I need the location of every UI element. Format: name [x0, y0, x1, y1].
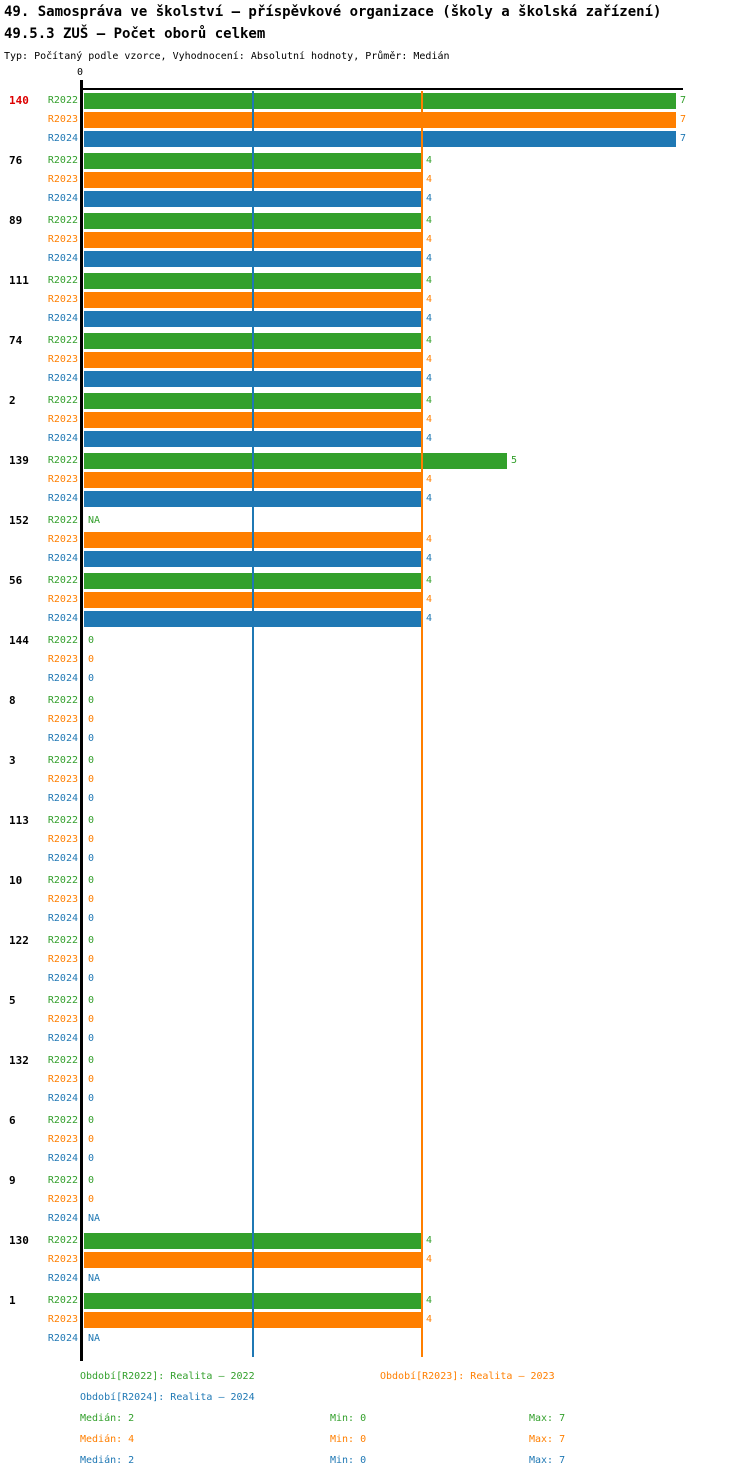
series-label-r2024: R2024	[47, 793, 78, 804]
value-label-r2023-group-56: 4	[426, 594, 433, 605]
series-label-r2023: R2023	[47, 474, 78, 485]
value-label-r2022-group-10: 0	[88, 875, 95, 886]
value-label-r2022-group-6: 0	[88, 1115, 95, 1126]
series-label-r2023: R2023	[47, 1254, 78, 1265]
series-label-r2022: R2022	[47, 335, 78, 346]
value-label-r2023-group-144: 0	[88, 654, 95, 665]
value-label-r2024-group-74: 4	[426, 373, 433, 384]
series-label-r2022: R2022	[47, 1235, 78, 1246]
bar-r2022-group-139	[84, 453, 507, 469]
value-label-r2023-group-5: 0	[88, 1014, 95, 1025]
series-label-r2022: R2022	[47, 935, 78, 946]
series-label-r2022: R2022	[47, 395, 78, 406]
value-label-r2024-group-152: 4	[426, 553, 433, 564]
series-label-r2022: R2022	[47, 215, 78, 226]
series-label-r2023: R2023	[47, 774, 78, 785]
series-label-r2023: R2023	[47, 114, 78, 125]
series-label-r2024: R2024	[47, 1033, 78, 1044]
bar-r2024-group-140	[84, 131, 676, 147]
series-label-r2024: R2024	[47, 673, 78, 684]
series-label-r2022: R2022	[47, 95, 78, 106]
value-label-r2024-group-3: 0	[88, 793, 95, 804]
series-label-r2023: R2023	[47, 714, 78, 725]
value-label-r2024-group-8: 0	[88, 733, 95, 744]
series-label-r2023: R2023	[47, 654, 78, 665]
value-label-r2024-group-5: 0	[88, 1033, 95, 1044]
series-label-r2024: R2024	[47, 613, 78, 624]
series-label-r2024: R2024	[47, 1093, 78, 1104]
value-label-r2024-group-6: 0	[88, 1153, 95, 1164]
series-label-r2024: R2024	[47, 1153, 78, 1164]
value-label-r2024-group-1: NA	[88, 1333, 101, 1344]
series-label-r2024: R2024	[47, 913, 78, 924]
value-label-r2024-group-111: 4	[426, 313, 433, 324]
series-label-r2023: R2023	[47, 174, 78, 185]
series-label-r2022: R2022	[47, 755, 78, 766]
series-label-r2023: R2023	[47, 834, 78, 845]
value-label-r2024-group-9: NA	[88, 1213, 101, 1224]
group-label-10: 10	[9, 874, 23, 887]
page-title: 49. Samospráva ve školství – příspěvkové organizace (školy a školská zařízení)	[4, 4, 662, 20]
group-label-9: 9	[9, 1174, 16, 1187]
series-label-r2023: R2023	[47, 1074, 78, 1085]
series-label-r2022: R2022	[47, 695, 78, 706]
value-label-r2024-group-76: 4	[426, 193, 433, 204]
value-label-r2022-group-139: 5	[511, 455, 518, 466]
value-label-r2022-group-5: 0	[88, 995, 95, 1006]
value-label-r2022-group-144: 0	[88, 635, 95, 646]
group-label-2: 2	[9, 394, 16, 407]
value-label-r2023-group-111: 4	[426, 294, 433, 305]
group-label-89: 89	[9, 214, 23, 227]
group-label-5: 5	[9, 994, 16, 1007]
axis-vertical-line	[80, 80, 83, 1361]
value-label-r2023-group-3: 0	[88, 774, 95, 785]
value-label-r2022-group-56: 4	[426, 575, 433, 586]
chart-title: 49.5.3 ZUŠ – Počet oborů celkem	[4, 26, 266, 42]
axis-origin-tick-label: 0	[77, 67, 84, 78]
group-label-111: 111	[9, 274, 29, 287]
value-label-r2022-group-3: 0	[88, 755, 95, 766]
stat-max-r2022: Max: 7	[529, 1413, 566, 1424]
value-label-r2023-group-152: 4	[426, 534, 433, 545]
series-label-r2022: R2022	[47, 1295, 78, 1306]
median-line-r2023	[421, 91, 423, 1357]
series-label-r2024: R2024	[47, 553, 78, 564]
value-label-r2022-group-130: 4	[426, 1235, 433, 1246]
series-label-r2022: R2022	[47, 155, 78, 166]
stat-min-r2024: Min: 0	[330, 1455, 367, 1466]
group-label-139: 139	[9, 454, 29, 467]
value-label-r2022-group-8: 0	[88, 695, 95, 706]
value-label-r2024-group-130: NA	[88, 1273, 101, 1284]
value-label-r2024-group-122: 0	[88, 973, 95, 984]
series-label-r2023: R2023	[47, 894, 78, 905]
series-label-r2023: R2023	[47, 954, 78, 965]
series-label-r2023: R2023	[47, 1134, 78, 1145]
stat-median-r2022: Medián: 2	[80, 1413, 135, 1424]
value-label-r2024-group-113: 0	[88, 853, 95, 864]
stat-min-r2023: Min: 0	[330, 1434, 367, 1445]
bar-r2023-group-140	[84, 112, 676, 128]
series-label-r2022: R2022	[47, 515, 78, 526]
value-label-r2024-group-139: 4	[426, 493, 433, 504]
value-label-r2022-group-76: 4	[426, 155, 433, 166]
series-label-r2022: R2022	[47, 275, 78, 286]
series-label-r2023: R2023	[47, 294, 78, 305]
series-label-r2022: R2022	[47, 815, 78, 826]
group-label-76: 76	[9, 154, 23, 167]
series-label-r2024: R2024	[47, 373, 78, 384]
series-label-r2023: R2023	[47, 414, 78, 425]
series-label-r2024: R2024	[47, 1333, 78, 1344]
series-label-r2022: R2022	[47, 1055, 78, 1066]
group-label-74: 74	[9, 334, 23, 347]
series-label-r2024: R2024	[47, 1273, 78, 1284]
value-label-r2022-group-122: 0	[88, 935, 95, 946]
series-label-r2024: R2024	[47, 1213, 78, 1224]
median-line-r2024	[252, 91, 254, 1357]
value-label-r2022-group-132: 0	[88, 1055, 95, 1066]
bar-r2022-group-140	[84, 93, 676, 109]
group-label-8: 8	[9, 694, 16, 707]
value-label-r2022-group-152: NA	[88, 515, 101, 526]
series-label-r2023: R2023	[47, 234, 78, 245]
group-label-130: 130	[9, 1234, 29, 1247]
chart-subtitle: Typ: Počítaný podle vzorce, Vyhodnocení: Absolutní hodnoty, Průměr: Medián	[4, 51, 450, 62]
value-label-r2023-group-1: 4	[426, 1314, 433, 1325]
series-label-r2023: R2023	[47, 1314, 78, 1325]
stat-max-r2024: Max: 7	[529, 1455, 566, 1466]
value-label-r2023-group-122: 0	[88, 954, 95, 965]
value-label-r2022-group-89: 4	[426, 215, 433, 226]
stat-max-r2023: Max: 7	[529, 1434, 566, 1445]
value-label-r2022-group-113: 0	[88, 815, 95, 826]
value-label-r2022-group-74: 4	[426, 335, 433, 346]
value-label-r2023-group-74: 4	[426, 354, 433, 365]
value-label-r2023-group-130: 4	[426, 1254, 433, 1265]
value-label-r2023-group-132: 0	[88, 1074, 95, 1085]
series-label-r2022: R2022	[47, 1175, 78, 1186]
group-label-113: 113	[9, 814, 29, 827]
series-label-r2023: R2023	[47, 1014, 78, 1025]
value-label-r2023-group-6: 0	[88, 1134, 95, 1145]
value-label-r2022-group-1: 4	[426, 1295, 433, 1306]
series-label-r2024: R2024	[47, 853, 78, 864]
value-label-r2023-group-2: 4	[426, 414, 433, 425]
value-label-r2022-group-140: 7	[680, 95, 687, 106]
value-label-r2023-group-8: 0	[88, 714, 95, 725]
value-label-r2024-group-132: 0	[88, 1093, 95, 1104]
series-label-r2023: R2023	[47, 354, 78, 365]
stat-median-r2024: Medián: 2	[80, 1455, 135, 1466]
series-label-r2022: R2022	[47, 635, 78, 646]
group-label-6: 6	[9, 1114, 16, 1127]
value-label-r2022-group-2: 4	[426, 395, 433, 406]
series-label-r2024: R2024	[47, 733, 78, 744]
value-label-r2022-group-9: 0	[88, 1175, 95, 1186]
group-label-152: 152	[9, 514, 29, 527]
value-label-r2023-group-113: 0	[88, 834, 95, 845]
series-label-r2023: R2023	[47, 534, 78, 545]
group-label-3: 3	[9, 754, 16, 767]
value-label-r2023-group-139: 4	[426, 474, 433, 485]
series-label-r2024: R2024	[47, 433, 78, 444]
value-label-r2024-group-89: 4	[426, 253, 433, 264]
value-label-r2024-group-140: 7	[680, 133, 687, 144]
series-label-r2024: R2024	[47, 133, 78, 144]
legend-entry-r2024: Období[R2024]: Realita – 2024	[80, 1392, 255, 1403]
legend-entry-r2023: Období[R2023]: Realita – 2023	[380, 1371, 555, 1382]
group-label-122: 122	[9, 934, 29, 947]
series-label-r2024: R2024	[47, 493, 78, 504]
group-label-56: 56	[9, 574, 23, 587]
group-label-144: 144	[9, 634, 29, 647]
series-label-r2022: R2022	[47, 995, 78, 1006]
stat-median-r2023: Medián: 4	[80, 1434, 135, 1445]
group-label-140: 140	[9, 94, 29, 107]
value-label-r2024-group-2: 4	[426, 433, 433, 444]
series-label-r2023: R2023	[47, 1194, 78, 1205]
series-label-r2024: R2024	[47, 973, 78, 984]
value-label-r2022-group-111: 4	[426, 275, 433, 286]
group-label-132: 132	[9, 1054, 29, 1067]
value-label-r2023-group-89: 4	[426, 234, 433, 245]
value-label-r2023-group-9: 0	[88, 1194, 95, 1205]
value-label-r2023-group-76: 4	[426, 174, 433, 185]
value-label-r2023-group-140: 7	[680, 114, 687, 125]
series-label-r2024: R2024	[47, 313, 78, 324]
series-label-r2024: R2024	[47, 253, 78, 264]
value-label-r2023-group-10: 0	[88, 894, 95, 905]
series-label-r2023: R2023	[47, 594, 78, 605]
series-label-r2022: R2022	[47, 875, 78, 886]
group-label-1: 1	[9, 1294, 16, 1307]
legend-entry-r2022: Období[R2022]: Realita – 2022	[80, 1371, 255, 1382]
axis-top-line	[81, 88, 683, 90]
series-label-r2024: R2024	[47, 193, 78, 204]
series-label-r2022: R2022	[47, 575, 78, 586]
value-label-r2024-group-144: 0	[88, 673, 95, 684]
stat-min-r2022: Min: 0	[330, 1413, 367, 1424]
series-label-r2022: R2022	[47, 455, 78, 466]
value-label-r2024-group-56: 4	[426, 613, 433, 624]
series-label-r2022: R2022	[47, 1115, 78, 1126]
value-label-r2024-group-10: 0	[88, 913, 95, 924]
